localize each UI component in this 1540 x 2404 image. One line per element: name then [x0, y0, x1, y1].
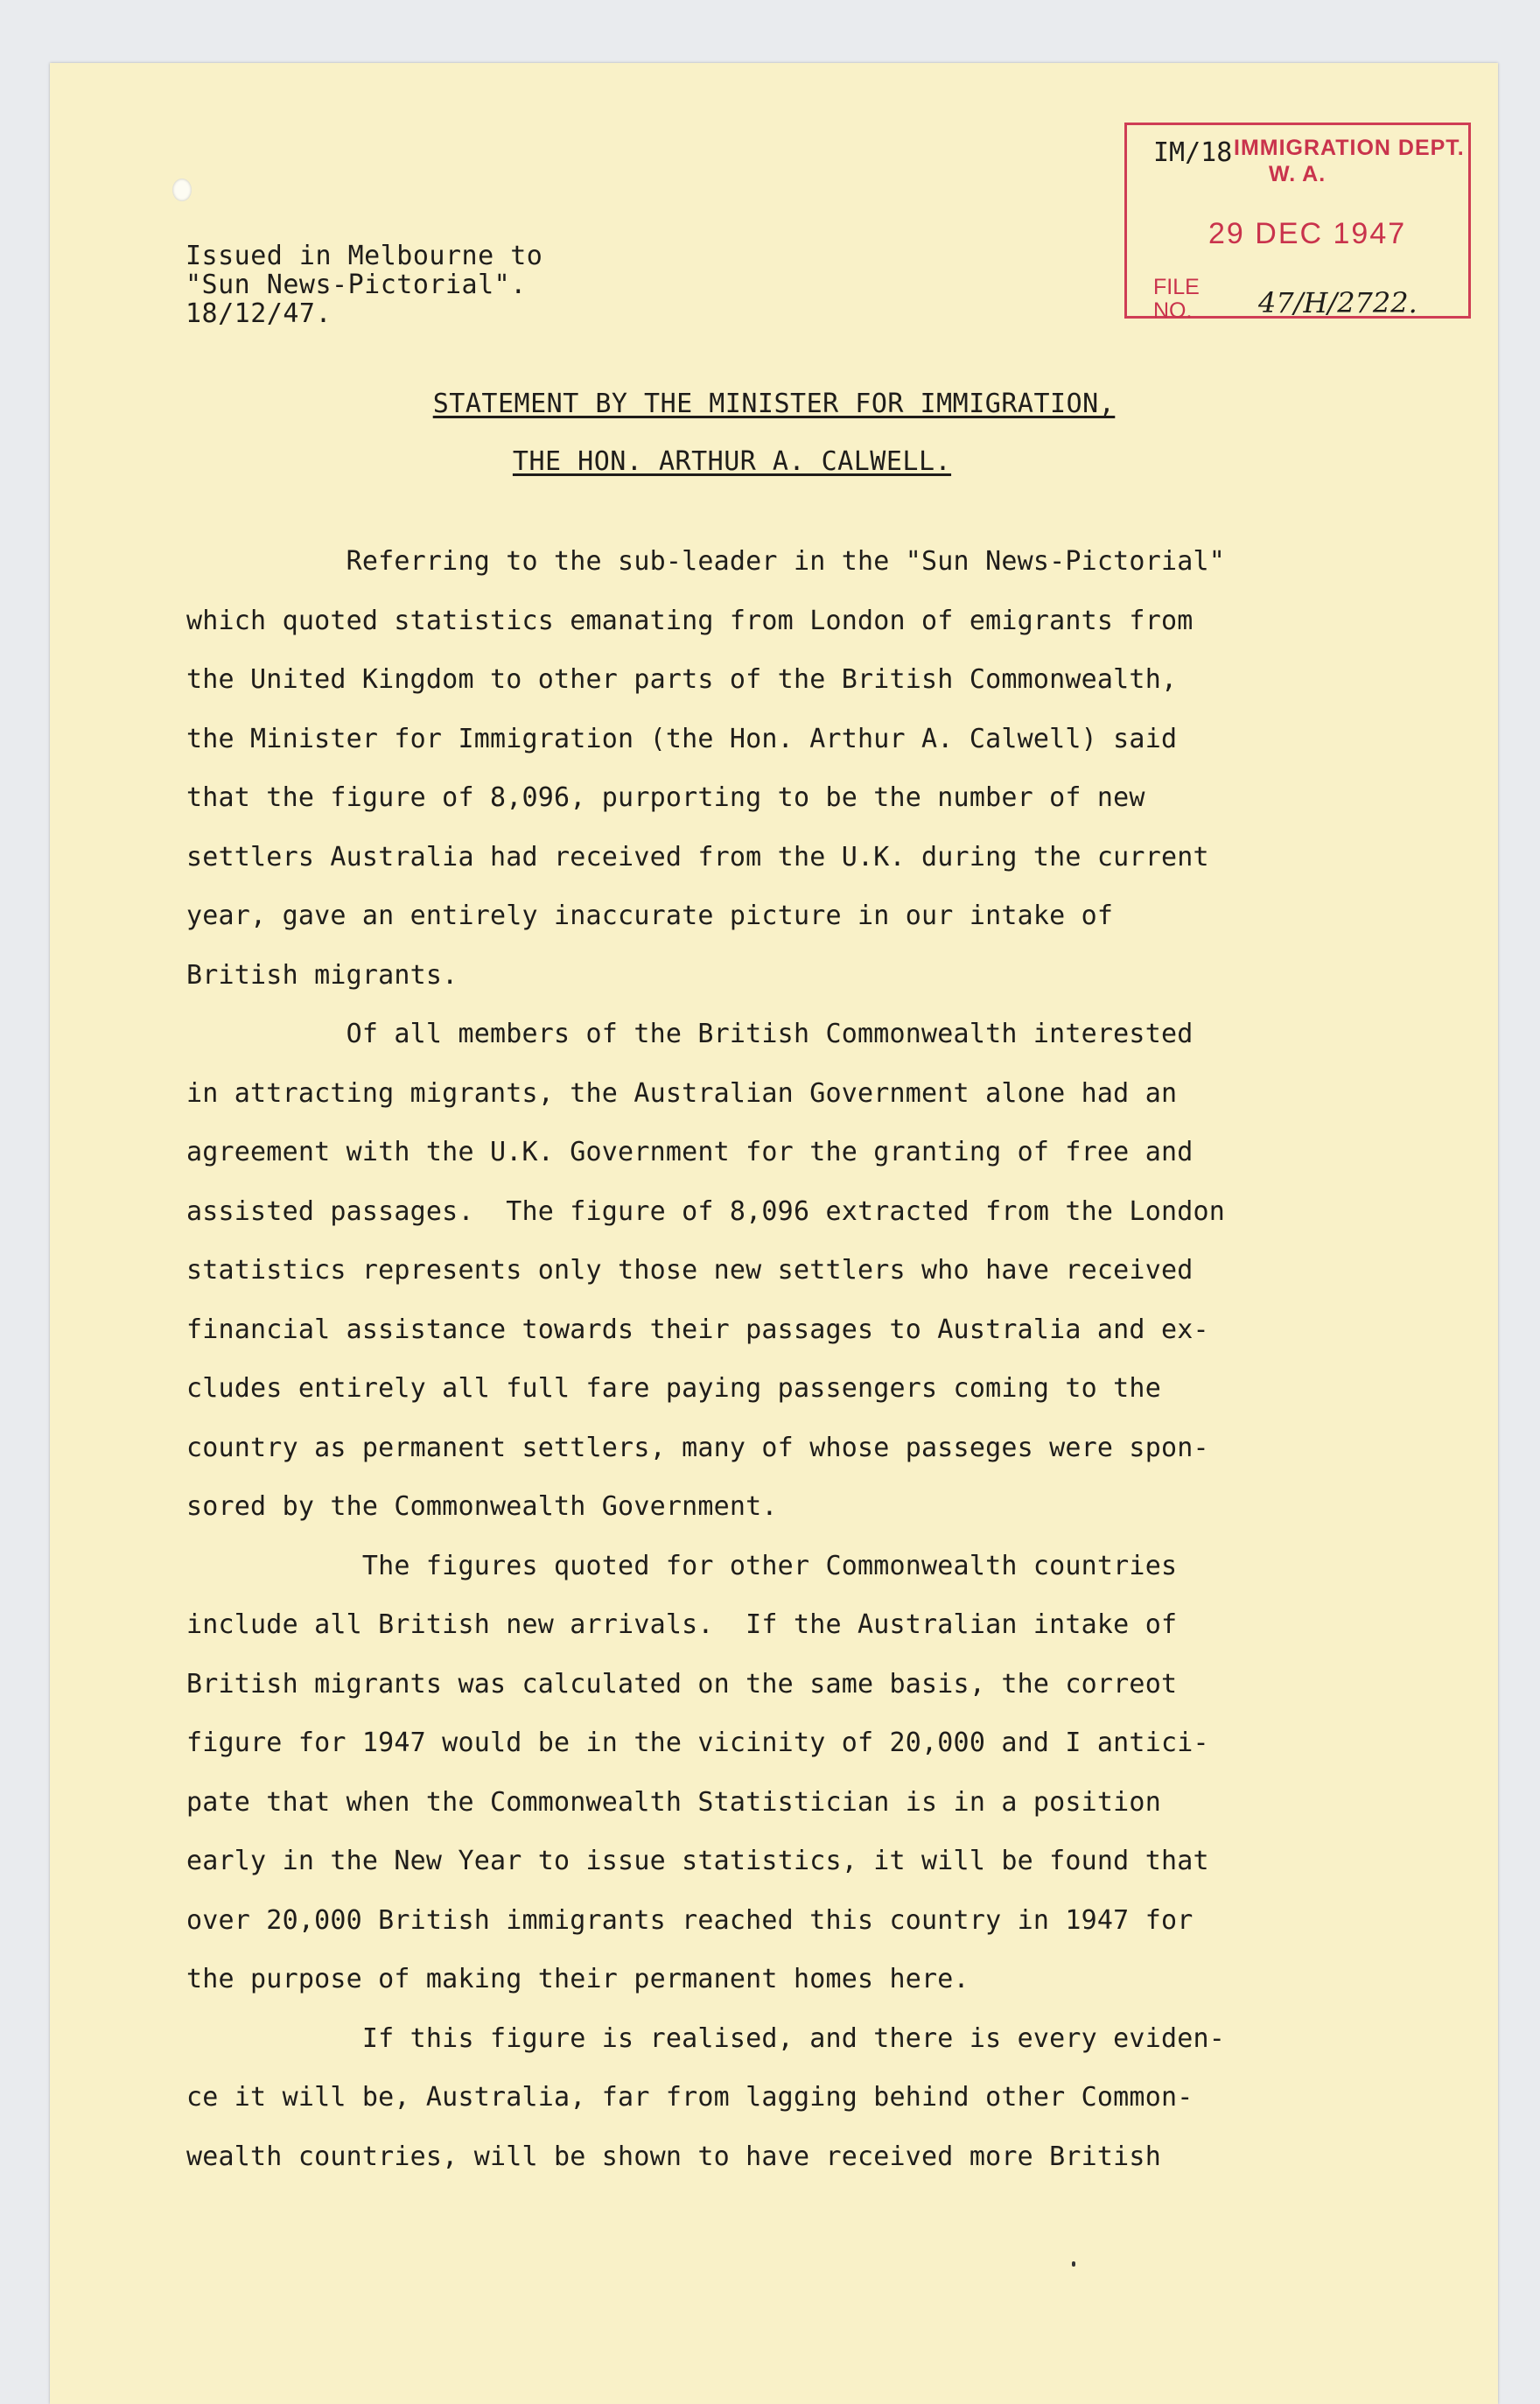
file-label: FILE: [1153, 275, 1200, 299]
text-line: the United Kingdom to other parts of the British Commonwealth,: [186, 664, 1178, 695]
no-label: NO.: [1153, 298, 1193, 323]
statement-subtitle: THE HON. ARTHUR A. CALWELL.: [512, 446, 952, 477]
text-line: over 20,000 British immigrants reached this country in 1947 for: [186, 1904, 1194, 1936]
text-line: figure for 1947 would be in the vicinity of 20,000 and I antici-: [186, 1728, 1209, 1758]
text-line: year, gave an entirely inaccurate picture in our intake of: [186, 901, 1114, 931]
text-line: Of all members of the British Commonwealth interested: [186, 1019, 1194, 1049]
text-line: British migrants.: [186, 959, 458, 991]
receipt-stamp: [1124, 123, 1471, 323]
text-line: ce it will be, Australia, far from lagging behind other Common-: [186, 2082, 1194, 2113]
stamp-state: W. A.: [1269, 162, 1326, 186]
stamp-date: 29 DEC 1947: [1208, 217, 1407, 250]
text-line: financial assistance towards their passages to Australia and ex-: [186, 1314, 1209, 1345]
paragraph: [186, 1005, 1429, 1537]
paragraph: [186, 2009, 1429, 2187]
text-line: which quoted statistics emanating from London of emigrants from: [186, 605, 1194, 636]
text-line: If this figure is realised, and there is every eviden-: [186, 2022, 1225, 2054]
handwritten-file-number: 47/H/2722.: [1258, 286, 1418, 319]
issued-line: 18/12/47.: [186, 298, 332, 329]
punch-hole: [172, 179, 192, 201]
ink-speck: [1072, 2261, 1075, 2267]
text-line: include all British new arrivals. If the Australian intake of: [186, 1609, 1178, 1640]
text-line: country as permanent settlers, many of whose passeges were spon-: [186, 1432, 1209, 1463]
text-line: sored by the Commonwealth Government.: [186, 1491, 778, 1522]
issued-line: Issued in Melbourne to: [186, 241, 543, 271]
paragraph: [186, 1537, 1429, 2009]
text-line: in attracting migrants, the Australian Government alone had an: [186, 1077, 1178, 1109]
document-page: [50, 63, 1498, 2404]
text-line: early in the New Year to issue statistics, it will be found that: [186, 1846, 1209, 1876]
text-line: cludes entirely all full fare paying passengers coming to the: [186, 1373, 1161, 1404]
file-reference: IM/18: [1153, 137, 1233, 168]
text-line: wealth countries, will be shown to have received more British: [186, 2141, 1161, 2172]
issued-note: [186, 242, 542, 328]
issued-line: "Sun News-Pictorial".: [186, 270, 527, 300]
stamp-file-label: [1153, 276, 1200, 323]
text-line: Referring to the sub-leader in the "Sun News-Pictorial": [186, 546, 1225, 577]
paragraph: [186, 532, 1429, 1005]
text-line: the Minister for Immigration (the Hon. Arthur A. Calwell) said: [186, 723, 1178, 754]
text-line: statistics represents only those new settlers who have received: [186, 1255, 1194, 1286]
text-line: the purpose of making their permanent homes here.: [186, 1964, 970, 1994]
text-line: pate that when the Commonwealth Statistician is in a position: [186, 1786, 1161, 1818]
text-line: assisted passages. The figure of 8,096 extracted from the London: [186, 1195, 1225, 1227]
text-line: The figures quoted for other Commonwealth countries: [186, 1550, 1178, 1581]
text-line: agreement with the U.K. Government for the granting of free and: [186, 1137, 1194, 1167]
statement-title: STATEMENT BY THE MINISTER FOR IMMIGRATION,: [432, 389, 1116, 419]
stamp-department: IMMIGRATION DEPT.: [1234, 136, 1465, 160]
statement-body: [186, 532, 1429, 2186]
text-line: that the figure of 8,096, purporting to be the number of new: [186, 782, 1145, 813]
text-line: British migrants was calculated on the same basis, the correot: [186, 1668, 1178, 1700]
text-line: settlers Australia had received from the U.K. during the current: [186, 841, 1209, 873]
